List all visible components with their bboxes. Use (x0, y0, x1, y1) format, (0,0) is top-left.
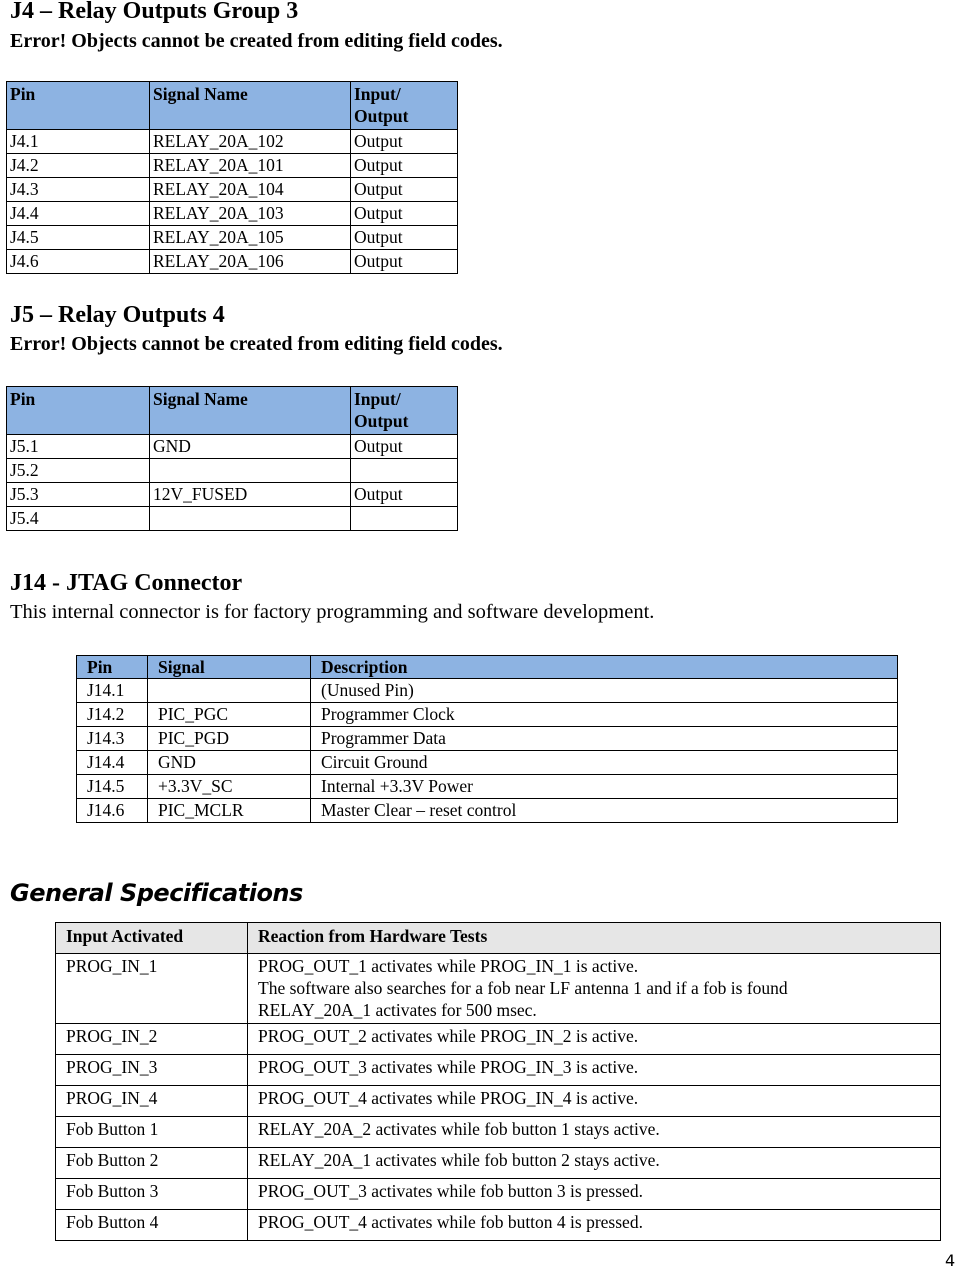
table-header-row (56, 923, 941, 954)
signal-cell: GND (148, 751, 311, 775)
direction-cell: Output (351, 483, 458, 507)
j14-intro-text: This internal connector is for factory programming and software development. (10, 601, 655, 623)
table-row (56, 1024, 941, 1055)
pin-cell: J14.2 (77, 703, 148, 727)
signal-cell (150, 459, 351, 483)
table-row (7, 226, 458, 250)
direction-cell: Output (351, 202, 458, 226)
signal-cell: RELAY_20A_103 (150, 202, 351, 226)
reaction-cell: PROG_OUT_3 activates while fob button 3 is pressed. (248, 1179, 941, 1210)
direction-cell: Output (351, 154, 458, 178)
j5-heading: J5 – Relay Outputs 4 (10, 302, 225, 328)
header-pin: Pin (7, 387, 150, 435)
table-row (77, 679, 898, 703)
j4-heading: J4 – Relay Outputs Group 3 (10, 0, 299, 24)
signal-cell: RELAY_20A_101 (150, 154, 351, 178)
table-row (56, 1179, 941, 1210)
signal-cell: +3.3V_SC (148, 775, 311, 799)
table-row (77, 727, 898, 751)
table-row (77, 775, 898, 799)
reaction-cell: RELAY_20A_2 activates while fob button 1 stays active. (248, 1117, 941, 1148)
j5-pin-table (6, 386, 458, 531)
table-row (77, 799, 898, 823)
input-cell: Fob Button 4 (56, 1210, 248, 1241)
pin-cell: J4.5 (7, 226, 150, 250)
table-header-row (7, 387, 458, 435)
signal-cell: PIC_PGD (148, 727, 311, 751)
general-specifications-table (55, 922, 941, 1241)
input-cell: Fob Button 1 (56, 1117, 248, 1148)
table-row (7, 435, 458, 459)
direction-cell: Output (351, 250, 458, 274)
pin-cell: J14.4 (77, 751, 148, 775)
header-input-output: Input/ Output (351, 82, 458, 130)
input-cell: Fob Button 2 (56, 1148, 248, 1179)
header-reaction: Reaction from Hardware Tests (248, 923, 941, 954)
table-row (56, 1086, 941, 1117)
pin-cell: J5.2 (7, 459, 150, 483)
header-input-activated: Input Activated (56, 923, 248, 954)
table-row (56, 1117, 941, 1148)
table-row (7, 178, 458, 202)
description-cell: Programmer Data (311, 727, 898, 751)
signal-cell: 12V_FUSED (150, 483, 351, 507)
reaction-line: The software also searches for a fob near LF antenna 1 and if a fob is found (258, 978, 788, 998)
table-row (77, 703, 898, 727)
j14-jtag-table (76, 655, 898, 823)
page-number: 4 (945, 1251, 956, 1270)
pin-cell: J14.6 (77, 799, 148, 823)
input-cell: PROG_IN_2 (56, 1024, 248, 1055)
reaction-cell: PROG_OUT_4 activates while fob button 4 is pressed. (248, 1210, 941, 1241)
direction-cell: Output (351, 130, 458, 154)
j4-error-text: Error! Objects cannot be created from editing field codes. (10, 30, 503, 52)
signal-cell: RELAY_20A_102 (150, 130, 351, 154)
header-signal-name: Signal Name (150, 82, 351, 130)
signal-cell (148, 679, 311, 703)
table-row (56, 1055, 941, 1086)
table-row (56, 1148, 941, 1179)
input-cell: PROG_IN_3 (56, 1055, 248, 1086)
j5-error-text: Error! Objects cannot be created from editing field codes. (10, 333, 503, 355)
direction-cell: Output (351, 435, 458, 459)
table-row (7, 483, 458, 507)
description-cell: Circuit Ground (311, 751, 898, 775)
pin-cell: J4.6 (7, 250, 150, 274)
reaction-cell: PROG_OUT_2 activates while PROG_IN_2 is active. (248, 1024, 941, 1055)
description-cell: (Unused Pin) (311, 679, 898, 703)
direction-cell: Output (351, 178, 458, 202)
signal-cell: PIC_MCLR (148, 799, 311, 823)
pin-cell: J14.5 (77, 775, 148, 799)
pin-cell: J4.1 (7, 130, 150, 154)
header-input-output: Input/ Output (351, 387, 458, 435)
pin-cell: J5.1 (7, 435, 150, 459)
table-header-row (77, 656, 898, 679)
reaction-line: RELAY_20A_1 activates for 500 msec. (258, 1000, 537, 1020)
table-row (77, 751, 898, 775)
description-cell: Master Clear – reset control (311, 799, 898, 823)
signal-cell: PIC_PGC (148, 703, 311, 727)
signal-cell: RELAY_20A_104 (150, 178, 351, 202)
description-cell: Programmer Clock (311, 703, 898, 727)
pin-cell: J5.3 (7, 483, 150, 507)
pin-cell: J5.4 (7, 507, 150, 531)
pin-cell: J14.1 (77, 679, 148, 703)
header-pin: Pin (77, 656, 148, 679)
pin-cell: J4.4 (7, 202, 150, 226)
signal-cell: GND (150, 435, 351, 459)
table-row (56, 954, 941, 1024)
reaction-line: PROG_OUT_1 activates while PROG_IN_1 is active. (258, 956, 639, 976)
signal-cell: RELAY_20A_105 (150, 226, 351, 250)
table-row (7, 202, 458, 226)
signal-cell (150, 507, 351, 531)
input-cell: PROG_IN_1 (56, 954, 248, 1024)
description-cell: Internal +3.3V Power (311, 775, 898, 799)
header-signal: Signal (148, 656, 311, 679)
general-specifications-heading: General Specifications (10, 879, 303, 907)
reaction-cell: PROG_OUT_4 activates while PROG_IN_4 is active. (248, 1086, 941, 1117)
table-row (7, 154, 458, 178)
table-row (7, 507, 458, 531)
reaction-cell: RELAY_20A_1 activates while fob button 2 stays active. (248, 1148, 941, 1179)
header-pin: Pin (7, 82, 150, 130)
pin-cell: J4.3 (7, 178, 150, 202)
j4-pin-table (6, 81, 458, 274)
signal-cell: RELAY_20A_106 (150, 250, 351, 274)
table-row (56, 1210, 941, 1241)
pin-cell: J14.3 (77, 727, 148, 751)
pin-cell: J4.2 (7, 154, 150, 178)
table-row (7, 459, 458, 483)
table-row (7, 130, 458, 154)
direction-cell (351, 507, 458, 531)
direction-cell (351, 459, 458, 483)
input-cell: Fob Button 3 (56, 1179, 248, 1210)
header-description: Description (311, 656, 898, 679)
direction-cell: Output (351, 226, 458, 250)
reaction-cell: PROG_OUT_3 activates while PROG_IN_3 is active. (248, 1055, 941, 1086)
table-row (7, 250, 458, 274)
input-cell: PROG_IN_4 (56, 1086, 248, 1117)
j14-heading: J14 - JTAG Connector (10, 570, 243, 596)
table-header-row (7, 82, 458, 130)
reaction-cell (248, 954, 941, 1024)
header-signal-name: Signal Name (150, 387, 351, 435)
